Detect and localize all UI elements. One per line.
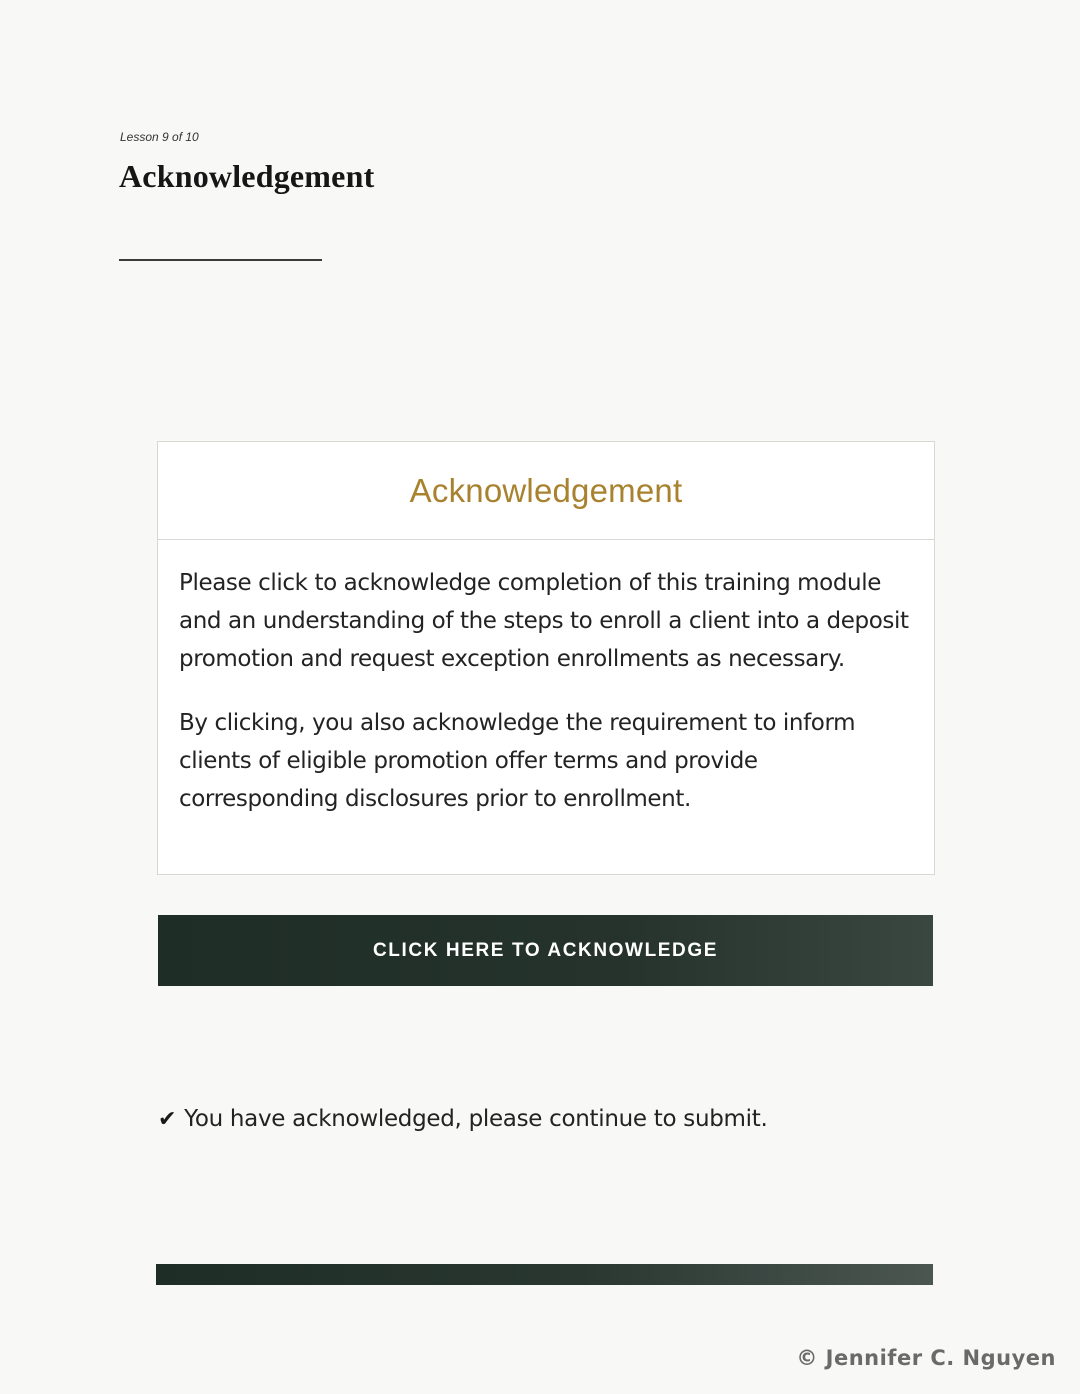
confirmation-text: You have acknowledged, please continue to submit.	[184, 1106, 768, 1132]
acknowledge-button[interactable]: CLICK HERE TO ACKNOWLEDGE	[158, 915, 933, 986]
title-divider	[119, 259, 322, 261]
card-heading: Acknowledgement	[409, 471, 683, 509]
card-body	[158, 540, 934, 818]
lesson-meta: Lesson 9 of 10	[120, 130, 199, 144]
continue-bar[interactable]	[156, 1264, 933, 1285]
check-icon: ✔	[158, 1106, 177, 1132]
acknowledged-confirmation	[158, 1106, 767, 1132]
lesson-title: Acknowledgement	[119, 158, 375, 194]
card-paragraph-1: Please click to acknowledge completion of this training module and an understanding of the steps to enroll a client into a deposit promotion and request exception enrollments as necessary.	[179, 570, 909, 672]
acknowledgement-card	[157, 441, 935, 875]
card-header	[158, 442, 934, 540]
card-paragraph-2: By clicking, you also acknowledge the requirement to inform clients of eligible promotion offer terms and provide corresponding disclosures prior to enrollment.	[179, 710, 856, 812]
watermark: © Jennifer C. Nguyen	[796, 1346, 1056, 1370]
